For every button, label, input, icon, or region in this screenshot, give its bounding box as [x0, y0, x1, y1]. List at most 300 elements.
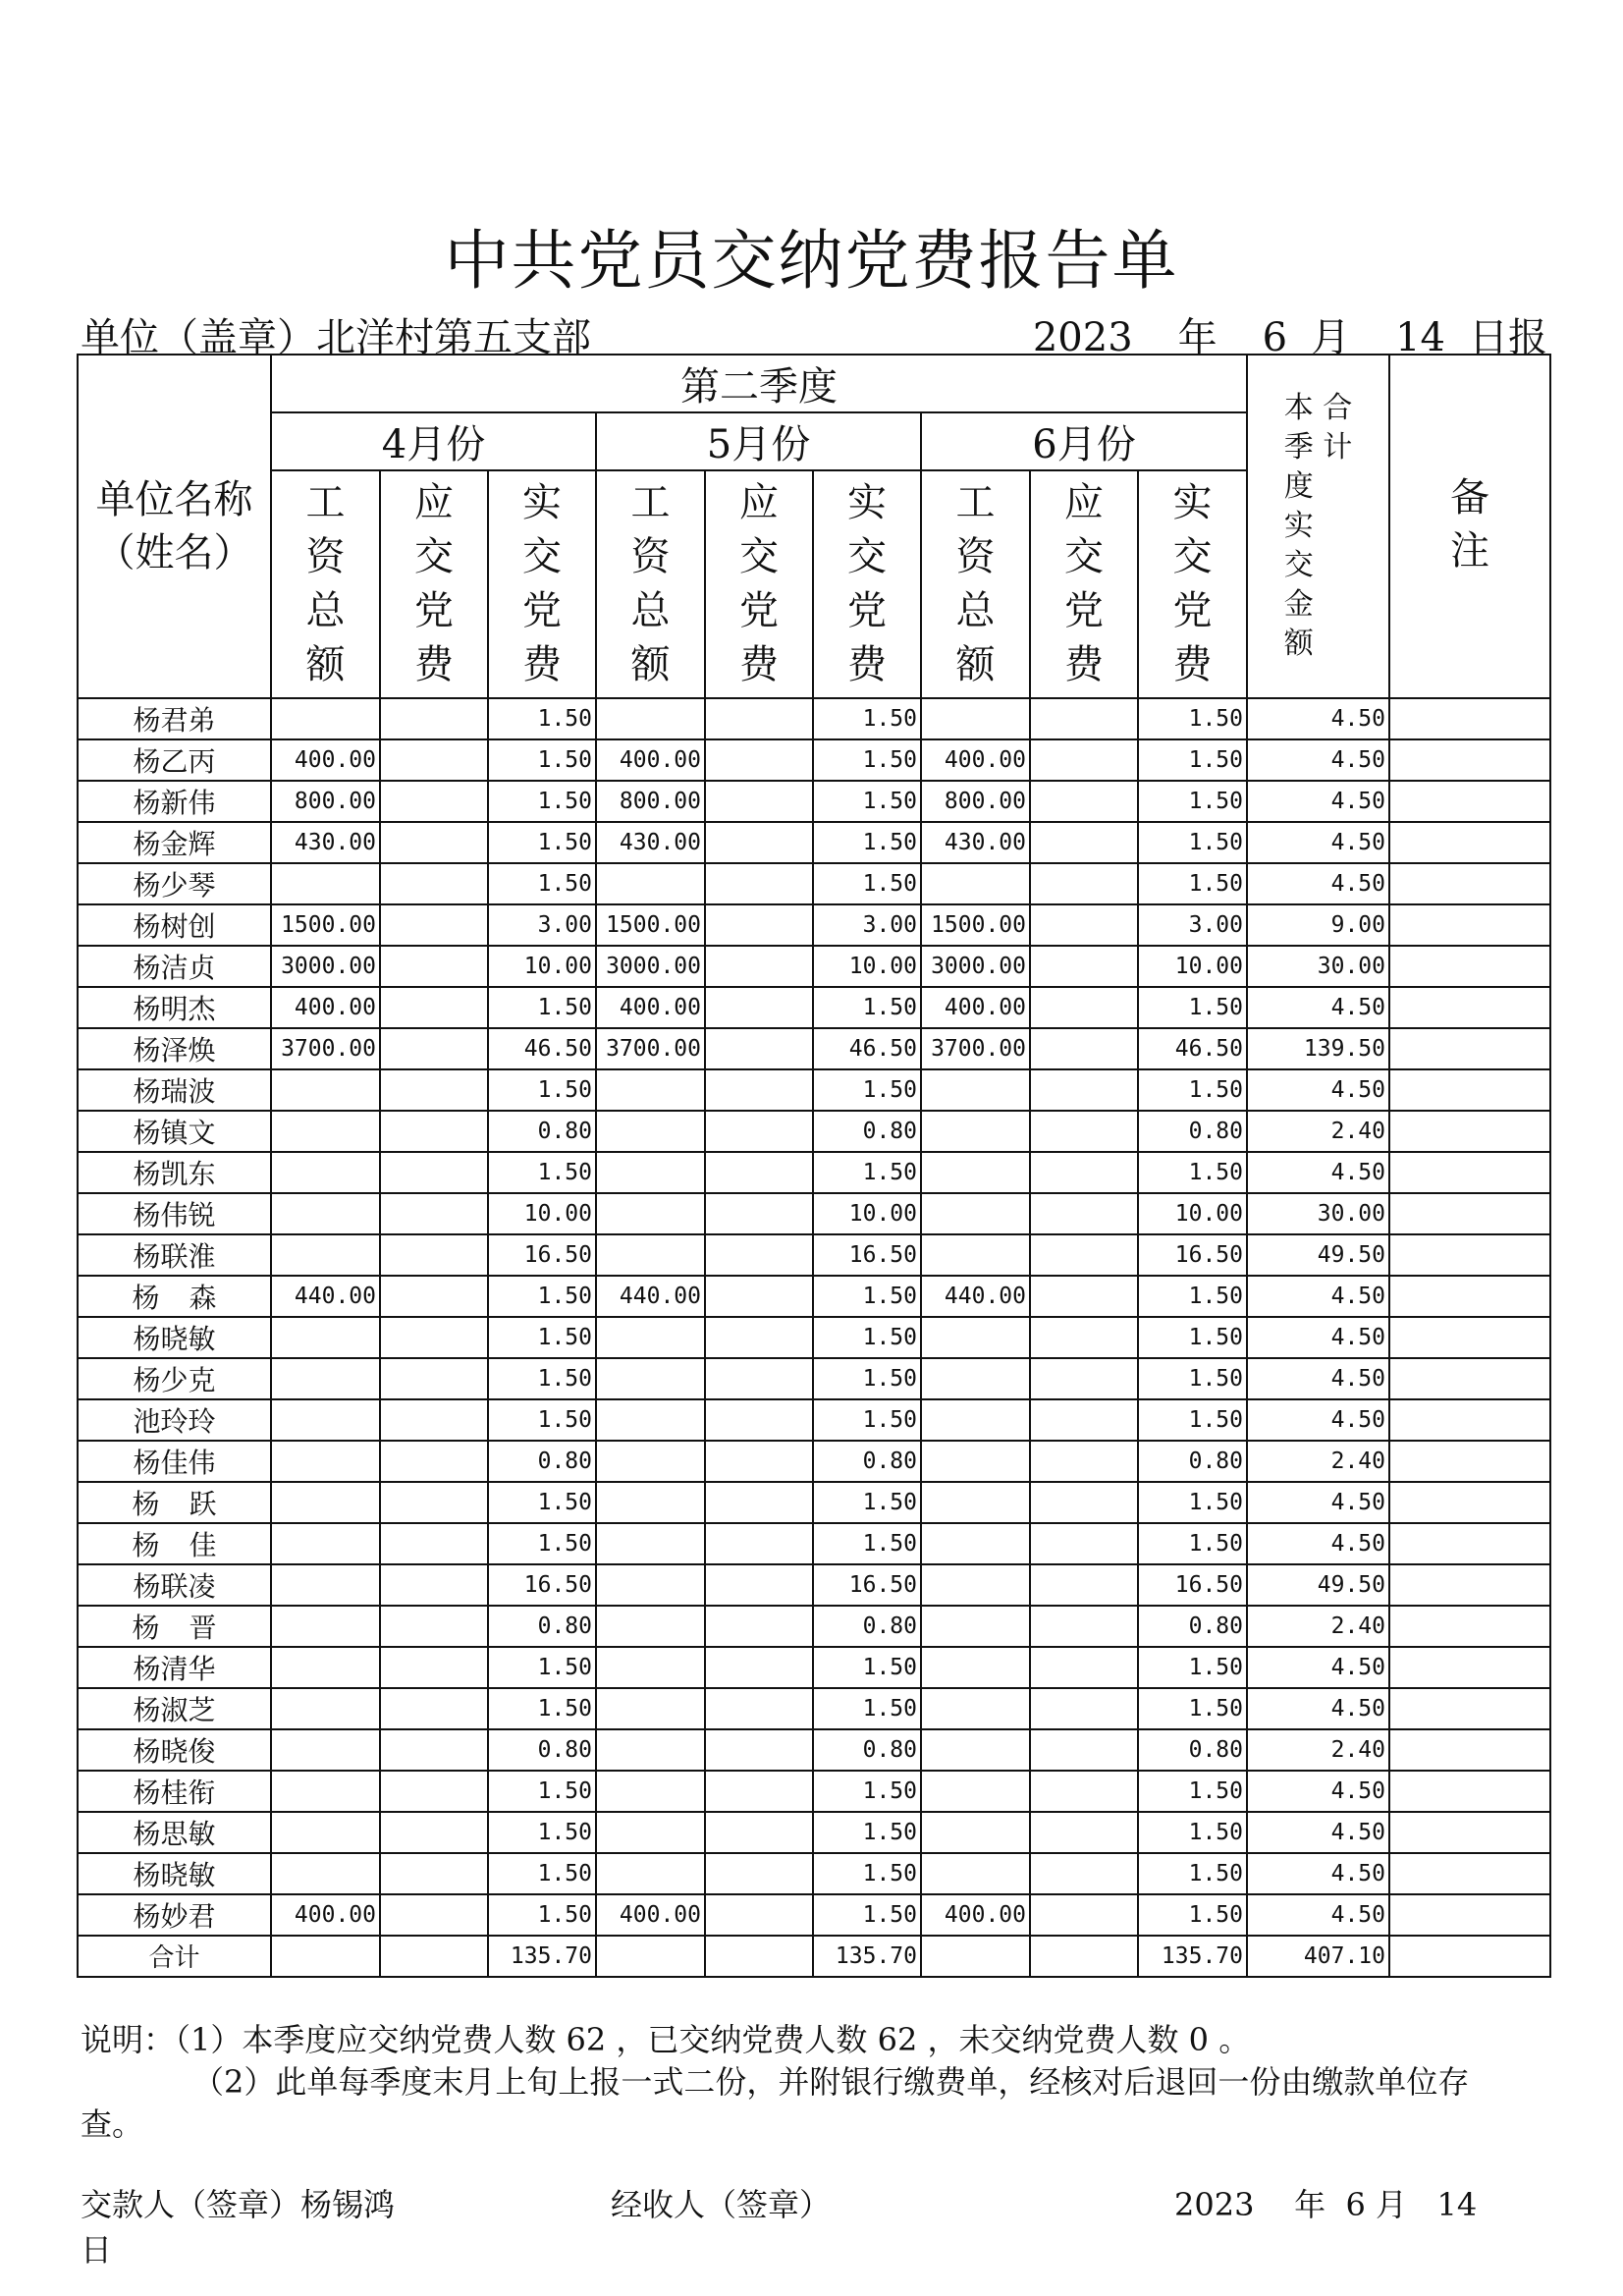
salary-jun: 430.00: [921, 822, 1030, 863]
paid-apr: 10.00: [488, 946, 596, 987]
paid-jun: 1.50: [1138, 1812, 1247, 1853]
due-jun: [1030, 946, 1138, 987]
payer-signature: 交款人（签章）杨锡鸿: [81, 2186, 396, 2223]
quarter-total: 49.50: [1247, 1564, 1389, 1606]
salary-jun: [921, 1152, 1030, 1193]
salary-apr: 440.00: [271, 1276, 380, 1317]
table-row: [78, 1606, 1550, 1647]
member-name-text: 杨晋: [132, 1612, 246, 1644]
header-due-apr: 应交党费: [380, 470, 488, 698]
member-name-text: 杨淑芝: [133, 1694, 216, 1726]
paid-jun: 1.50: [1138, 781, 1247, 822]
salary-apr: 1500.00: [271, 904, 380, 946]
quarter-total: 4.50: [1247, 1276, 1389, 1317]
report-year-unit: 年: [1177, 315, 1217, 360]
due-apr: [380, 1317, 488, 1358]
quarter-total: 2.40: [1247, 1111, 1389, 1152]
member-name: [78, 1564, 271, 1606]
member-name: [78, 1193, 271, 1234]
salary-apr: 3700.00: [271, 1028, 380, 1069]
paid-jun: 1.50: [1138, 698, 1247, 739]
due-apr: [380, 1523, 488, 1564]
due-jun: [1030, 1317, 1138, 1358]
due-may: [705, 863, 813, 904]
due-may: [705, 1606, 813, 1647]
member-name-text: 池玲玲: [133, 1405, 216, 1438]
paid-jun: 1.50: [1138, 1358, 1247, 1399]
table-row: [78, 1317, 1550, 1358]
paid-jun: 16.50: [1138, 1564, 1247, 1606]
salary-apr: [271, 1069, 380, 1111]
paid-jun: 1.50: [1138, 1523, 1247, 1564]
note-cell: [1389, 1193, 1550, 1234]
quarter-total: 4.50: [1247, 1812, 1389, 1853]
due-apr: [380, 1853, 488, 1894]
quarter-total: 30.00: [1247, 946, 1389, 987]
member-name: [78, 1812, 271, 1853]
paid-jun: 46.50: [1138, 1028, 1247, 1069]
quarter-total: 9.00: [1247, 904, 1389, 946]
due-jun: [1030, 1894, 1138, 1936]
member-name: [78, 1482, 271, 1523]
due-may: [705, 1894, 813, 1936]
due-apr: [380, 1152, 488, 1193]
quarter-total: 4.50: [1247, 1853, 1389, 1894]
totals-label: 合计: [78, 1936, 271, 1977]
note-cell: [1389, 1069, 1550, 1111]
due-jun: [1030, 1564, 1138, 1606]
note-line-2: （2）此单每季度末月上旬上报一式二份，并附银行缴费单，经核对后退回一份由缴款单位存: [192, 2063, 1470, 2101]
member-name: [78, 1523, 271, 1564]
note-cell: [1389, 1688, 1550, 1729]
quarter-total: 4.50: [1247, 1482, 1389, 1523]
quarter-total: 139.50: [1247, 1028, 1389, 1069]
table-row: [78, 822, 1550, 863]
member-name: [78, 904, 271, 946]
member-name: [78, 1647, 271, 1688]
note-cell: [1389, 1111, 1550, 1152]
paid-may: 0.80: [813, 1729, 921, 1771]
salary-may: [596, 1441, 705, 1482]
member-name-text: 杨凯东: [133, 1158, 216, 1190]
paid-apr: 0.80: [488, 1111, 596, 1152]
member-name-text: 杨镇文: [133, 1117, 216, 1149]
salary-jun: [921, 1688, 1030, 1729]
salary-may: [596, 1606, 705, 1647]
paid-jun: 1.50: [1138, 1771, 1247, 1812]
due-apr: [380, 1729, 488, 1771]
due-apr: [380, 1894, 488, 1936]
table-row: [78, 1729, 1550, 1771]
due-jun: [1030, 1523, 1138, 1564]
salary-may: [596, 1812, 705, 1853]
paid-jun: 1.50: [1138, 1317, 1247, 1358]
quarter-total: 2.40: [1247, 1441, 1389, 1482]
salary-may: 400.00: [596, 1894, 705, 1936]
due-may: [705, 822, 813, 863]
due-jun: [1030, 1771, 1138, 1812]
paid-jun: 1.50: [1138, 1152, 1247, 1193]
salary-jun: [921, 1193, 1030, 1234]
due-jun: [1030, 1358, 1138, 1399]
totals-paid-may: 135.70: [813, 1936, 921, 1977]
report-day-unit: 日报: [1469, 315, 1547, 360]
member-name-text: 杨树创: [133, 910, 216, 943]
salary-apr: [271, 1441, 380, 1482]
note-line-3: 查。: [81, 2105, 144, 2143]
member-name-text: 杨泽焕: [133, 1034, 216, 1066]
member-name-text: 杨明杰: [133, 993, 216, 1025]
paid-apr: 10.00: [488, 1193, 596, 1234]
due-apr: [380, 987, 488, 1028]
note-cell: [1389, 1441, 1550, 1482]
salary-may: 1500.00: [596, 904, 705, 946]
table-row: [78, 946, 1550, 987]
paid-may: 10.00: [813, 1193, 921, 1234]
paid-may: 1.50: [813, 1894, 921, 1936]
note-cell: [1389, 822, 1550, 863]
header-paid-jun: 实交党费: [1138, 470, 1247, 698]
header-month-apr: 4月份: [271, 412, 596, 470]
paid-apr: 1.50: [488, 1152, 596, 1193]
salary-may: [596, 1482, 705, 1523]
salary-apr: [271, 1523, 380, 1564]
due-apr: [380, 1358, 488, 1399]
paid-apr: 0.80: [488, 1606, 596, 1647]
note-cell: [1389, 1276, 1550, 1317]
paid-jun: 1.50: [1138, 1853, 1247, 1894]
paid-apr: 1.50: [488, 1523, 596, 1564]
salary-apr: [271, 1606, 380, 1647]
salary-jun: [921, 1399, 1030, 1441]
sign-day: 日: [81, 2231, 113, 2269]
salary-may: 430.00: [596, 822, 705, 863]
salary-apr: [271, 1564, 380, 1606]
due-jun: [1030, 1193, 1138, 1234]
member-name: [78, 1028, 271, 1069]
salary-may: 400.00: [596, 739, 705, 781]
note-cell: [1389, 1152, 1550, 1193]
note-cell: [1389, 1482, 1550, 1523]
member-name-text: 杨晓敏: [133, 1859, 216, 1891]
paid-may: 1.50: [813, 1688, 921, 1729]
paid-apr: 1.50: [488, 1482, 596, 1523]
paid-apr: 16.50: [488, 1234, 596, 1276]
due-may: [705, 1399, 813, 1441]
due-apr: [380, 1276, 488, 1317]
paid-may: 1.50: [813, 1853, 921, 1894]
paid-jun: 1.50: [1138, 1276, 1247, 1317]
salary-apr: [271, 1358, 380, 1399]
salary-jun: [921, 1523, 1030, 1564]
salary-may: [596, 863, 705, 904]
member-name: [78, 946, 271, 987]
note-cell: [1389, 1812, 1550, 1853]
due-apr: [380, 1647, 488, 1688]
paid-jun: 1.50: [1138, 1399, 1247, 1441]
salary-may: [596, 1729, 705, 1771]
paid-apr: 1.50: [488, 1399, 596, 1441]
salary-apr: 400.00: [271, 739, 380, 781]
paid-may: 16.50: [813, 1234, 921, 1276]
member-name-text: 杨森: [132, 1282, 246, 1314]
salary-jun: [921, 1111, 1030, 1152]
quarter-total: 4.50: [1247, 1399, 1389, 1441]
quarter-total: 4.50: [1247, 739, 1389, 781]
paid-apr: 1.50: [488, 1647, 596, 1688]
member-name-text: 杨新伟: [133, 787, 216, 819]
due-may: [705, 987, 813, 1028]
paid-jun: 0.80: [1138, 1606, 1247, 1647]
member-name-text: 杨晓俊: [133, 1735, 216, 1768]
paid-apr: 1.50: [488, 1812, 596, 1853]
member-name: [78, 1111, 271, 1152]
table-row: [78, 1069, 1550, 1111]
paid-jun: 1.50: [1138, 1647, 1247, 1688]
salary-apr: [271, 1688, 380, 1729]
paid-apr: 1.50: [488, 822, 596, 863]
salary-may: 440.00: [596, 1276, 705, 1317]
due-jun: [1030, 1111, 1138, 1152]
header-quarter-total: [1247, 355, 1389, 698]
table-row: [78, 1771, 1550, 1812]
salary-may: 3700.00: [596, 1028, 705, 1069]
paid-apr: 1.50: [488, 1771, 596, 1812]
paid-may: 1.50: [813, 1812, 921, 1853]
header-month-may: 5月份: [596, 412, 921, 470]
salary-jun: 400.00: [921, 987, 1030, 1028]
due-jun: [1030, 863, 1138, 904]
salary-jun: 400.00: [921, 739, 1030, 781]
report-day: 14: [1395, 315, 1445, 360]
document-title: 中共党员交纳党费报告单: [444, 223, 1179, 299]
due-may: [705, 1152, 813, 1193]
member-name: [78, 1606, 271, 1647]
member-name-text: 杨洁贞: [133, 952, 216, 984]
dues-table: [77, 354, 1551, 1978]
salary-apr: [271, 1812, 380, 1853]
header-paid-apr: 实交党费: [488, 470, 596, 698]
paid-apr: 1.50: [488, 987, 596, 1028]
paid-jun: 10.00: [1138, 1193, 1247, 1234]
quarter-total: 4.50: [1247, 1358, 1389, 1399]
paid-apr: 1.50: [488, 1317, 596, 1358]
salary-apr: [271, 1399, 380, 1441]
salary-apr: 430.00: [271, 822, 380, 863]
salary-jun: 800.00: [921, 781, 1030, 822]
totals-quarter: 407.10: [1247, 1936, 1389, 1977]
salary-may: [596, 698, 705, 739]
paid-apr: 1.50: [488, 739, 596, 781]
member-name: [78, 1358, 271, 1399]
due-apr: [380, 739, 488, 781]
due-jun: [1030, 1688, 1138, 1729]
paid-may: 10.00: [813, 946, 921, 987]
paid-may: 1.50: [813, 739, 921, 781]
paid-apr: 1.50: [488, 1276, 596, 1317]
member-name: [78, 1894, 271, 1936]
salary-jun: [921, 1482, 1030, 1523]
member-name: [78, 739, 271, 781]
due-jun: [1030, 1234, 1138, 1276]
salary-may: [596, 1523, 705, 1564]
member-name: [78, 1771, 271, 1812]
due-may: [705, 781, 813, 822]
quarter-total: 4.50: [1247, 781, 1389, 822]
salary-may: [596, 1111, 705, 1152]
note-cell: [1389, 1028, 1550, 1069]
paid-jun: 1.50: [1138, 1069, 1247, 1111]
table-row: [78, 1399, 1550, 1441]
due-apr: [380, 1441, 488, 1482]
paid-jun: 0.80: [1138, 1729, 1247, 1771]
member-name-text: 杨联凌: [133, 1570, 216, 1603]
salary-jun: [921, 1606, 1030, 1647]
member-name-text: 杨佳: [132, 1529, 246, 1561]
quarter-total: 4.50: [1247, 1069, 1389, 1111]
receiver-signature: 经收人（签章）: [611, 2186, 832, 2223]
table-body: [78, 698, 1550, 1936]
salary-apr: 400.00: [271, 987, 380, 1028]
member-name-text: 杨桂衔: [133, 1777, 216, 1809]
due-jun: [1030, 1276, 1138, 1317]
paid-jun: 1.50: [1138, 739, 1247, 781]
member-name-text: 杨晓敏: [133, 1323, 216, 1355]
sign-date: 2023 年 6 月 14: [1174, 2186, 1478, 2223]
salary-apr: [271, 1729, 380, 1771]
salary-jun: [921, 1358, 1030, 1399]
salary-apr: 800.00: [271, 781, 380, 822]
salary-may: 800.00: [596, 781, 705, 822]
paid-may: 1.50: [813, 987, 921, 1028]
paid-jun: 16.50: [1138, 1234, 1247, 1276]
salary-apr: [271, 1111, 380, 1152]
paid-apr: 0.80: [488, 1441, 596, 1482]
totals-paid-jun: 135.70: [1138, 1936, 1247, 1977]
due-jun: [1030, 739, 1138, 781]
quarter-total: 4.50: [1247, 1317, 1389, 1358]
member-name: [78, 1729, 271, 1771]
due-may: [705, 1358, 813, 1399]
due-apr: [380, 1069, 488, 1111]
note-cell: [1389, 1853, 1550, 1894]
salary-jun: [921, 1647, 1030, 1688]
salary-apr: 400.00: [271, 1894, 380, 1936]
due-may: [705, 1564, 813, 1606]
salary-may: [596, 1234, 705, 1276]
paid-apr: 3.00: [488, 904, 596, 946]
note-cell: [1389, 946, 1550, 987]
quarter-total: 4.50: [1247, 822, 1389, 863]
due-jun: [1030, 1606, 1138, 1647]
due-may: [705, 1441, 813, 1482]
paid-jun: 10.00: [1138, 946, 1247, 987]
note-cell: [1389, 1564, 1550, 1606]
salary-may: [596, 1399, 705, 1441]
due-apr: [380, 904, 488, 946]
note-cell: [1389, 1894, 1550, 1936]
due-apr: [380, 1812, 488, 1853]
due-may: [705, 1276, 813, 1317]
report-month-unit: 月: [1311, 315, 1351, 360]
due-apr: [380, 1606, 488, 1647]
paid-may: 1.50: [813, 1399, 921, 1441]
paid-jun: 3.00: [1138, 904, 1247, 946]
due-may: [705, 1853, 813, 1894]
paid-apr: 1.50: [488, 863, 596, 904]
paid-may: 1.50: [813, 1317, 921, 1358]
paid-apr: 1.50: [488, 698, 596, 739]
table-row: [78, 1111, 1550, 1152]
table-row: [78, 1193, 1550, 1234]
report-month: 6: [1262, 315, 1288, 360]
table-row: [78, 698, 1550, 739]
note-cell: [1389, 1771, 1550, 1812]
paid-may: 1.50: [813, 1523, 921, 1564]
member-name: [78, 1441, 271, 1482]
table-row: [78, 1853, 1550, 1894]
table-row: [78, 1152, 1550, 1193]
paid-may: 1.50: [813, 1771, 921, 1812]
due-jun: [1030, 1069, 1138, 1111]
salary-may: [596, 1358, 705, 1399]
paid-apr: 0.80: [488, 1729, 596, 1771]
member-name-text: 杨金辉: [133, 828, 216, 860]
quarter-total: 4.50: [1247, 1647, 1389, 1688]
paid-apr: 1.50: [488, 781, 596, 822]
table-row: [78, 1688, 1550, 1729]
paid-may: 3.00: [813, 904, 921, 946]
note-cell: [1389, 1729, 1550, 1771]
salary-jun: [921, 1441, 1030, 1482]
due-jun: [1030, 822, 1138, 863]
quarter-total: 4.50: [1247, 987, 1389, 1028]
member-name: [78, 863, 271, 904]
due-jun: [1030, 1812, 1138, 1853]
paid-apr: 1.50: [488, 1069, 596, 1111]
member-name-text: 杨少琴: [133, 869, 216, 902]
note-line-1: 说明：（1）本季度应交纳党费人数 62 ，已交纳党费人数 62 ，未交纳党费人数 0 。: [81, 2021, 1251, 2058]
member-name: [78, 1152, 271, 1193]
paid-may: 1.50: [813, 781, 921, 822]
salary-apr: [271, 1152, 380, 1193]
salary-apr: 3000.00: [271, 946, 380, 987]
note-cell: [1389, 863, 1550, 904]
due-may: [705, 1028, 813, 1069]
salary-jun: 400.00: [921, 1894, 1030, 1936]
due-apr: [380, 698, 488, 739]
paid-jun: 0.80: [1138, 1111, 1247, 1152]
salary-jun: [921, 1317, 1030, 1358]
due-jun: [1030, 1729, 1138, 1771]
table-row: [78, 1523, 1550, 1564]
paid-apr: 16.50: [488, 1564, 596, 1606]
paid-jun: 1.50: [1138, 1688, 1247, 1729]
paid-jun: 1.50: [1138, 1894, 1247, 1936]
paid-apr: 1.50: [488, 1358, 596, 1399]
salary-jun: [921, 863, 1030, 904]
salary-apr: [271, 863, 380, 904]
salary-may: [596, 1853, 705, 1894]
member-name-text: 杨乙丙: [133, 745, 216, 778]
paid-may: 1.50: [813, 863, 921, 904]
due-jun: [1030, 1399, 1138, 1441]
note-cell: [1389, 987, 1550, 1028]
salary-apr: [271, 1482, 380, 1523]
member-name-text: 杨思敏: [133, 1818, 216, 1850]
quarter-total: 4.50: [1247, 1523, 1389, 1564]
member-name-text: 杨联淮: [133, 1240, 216, 1273]
